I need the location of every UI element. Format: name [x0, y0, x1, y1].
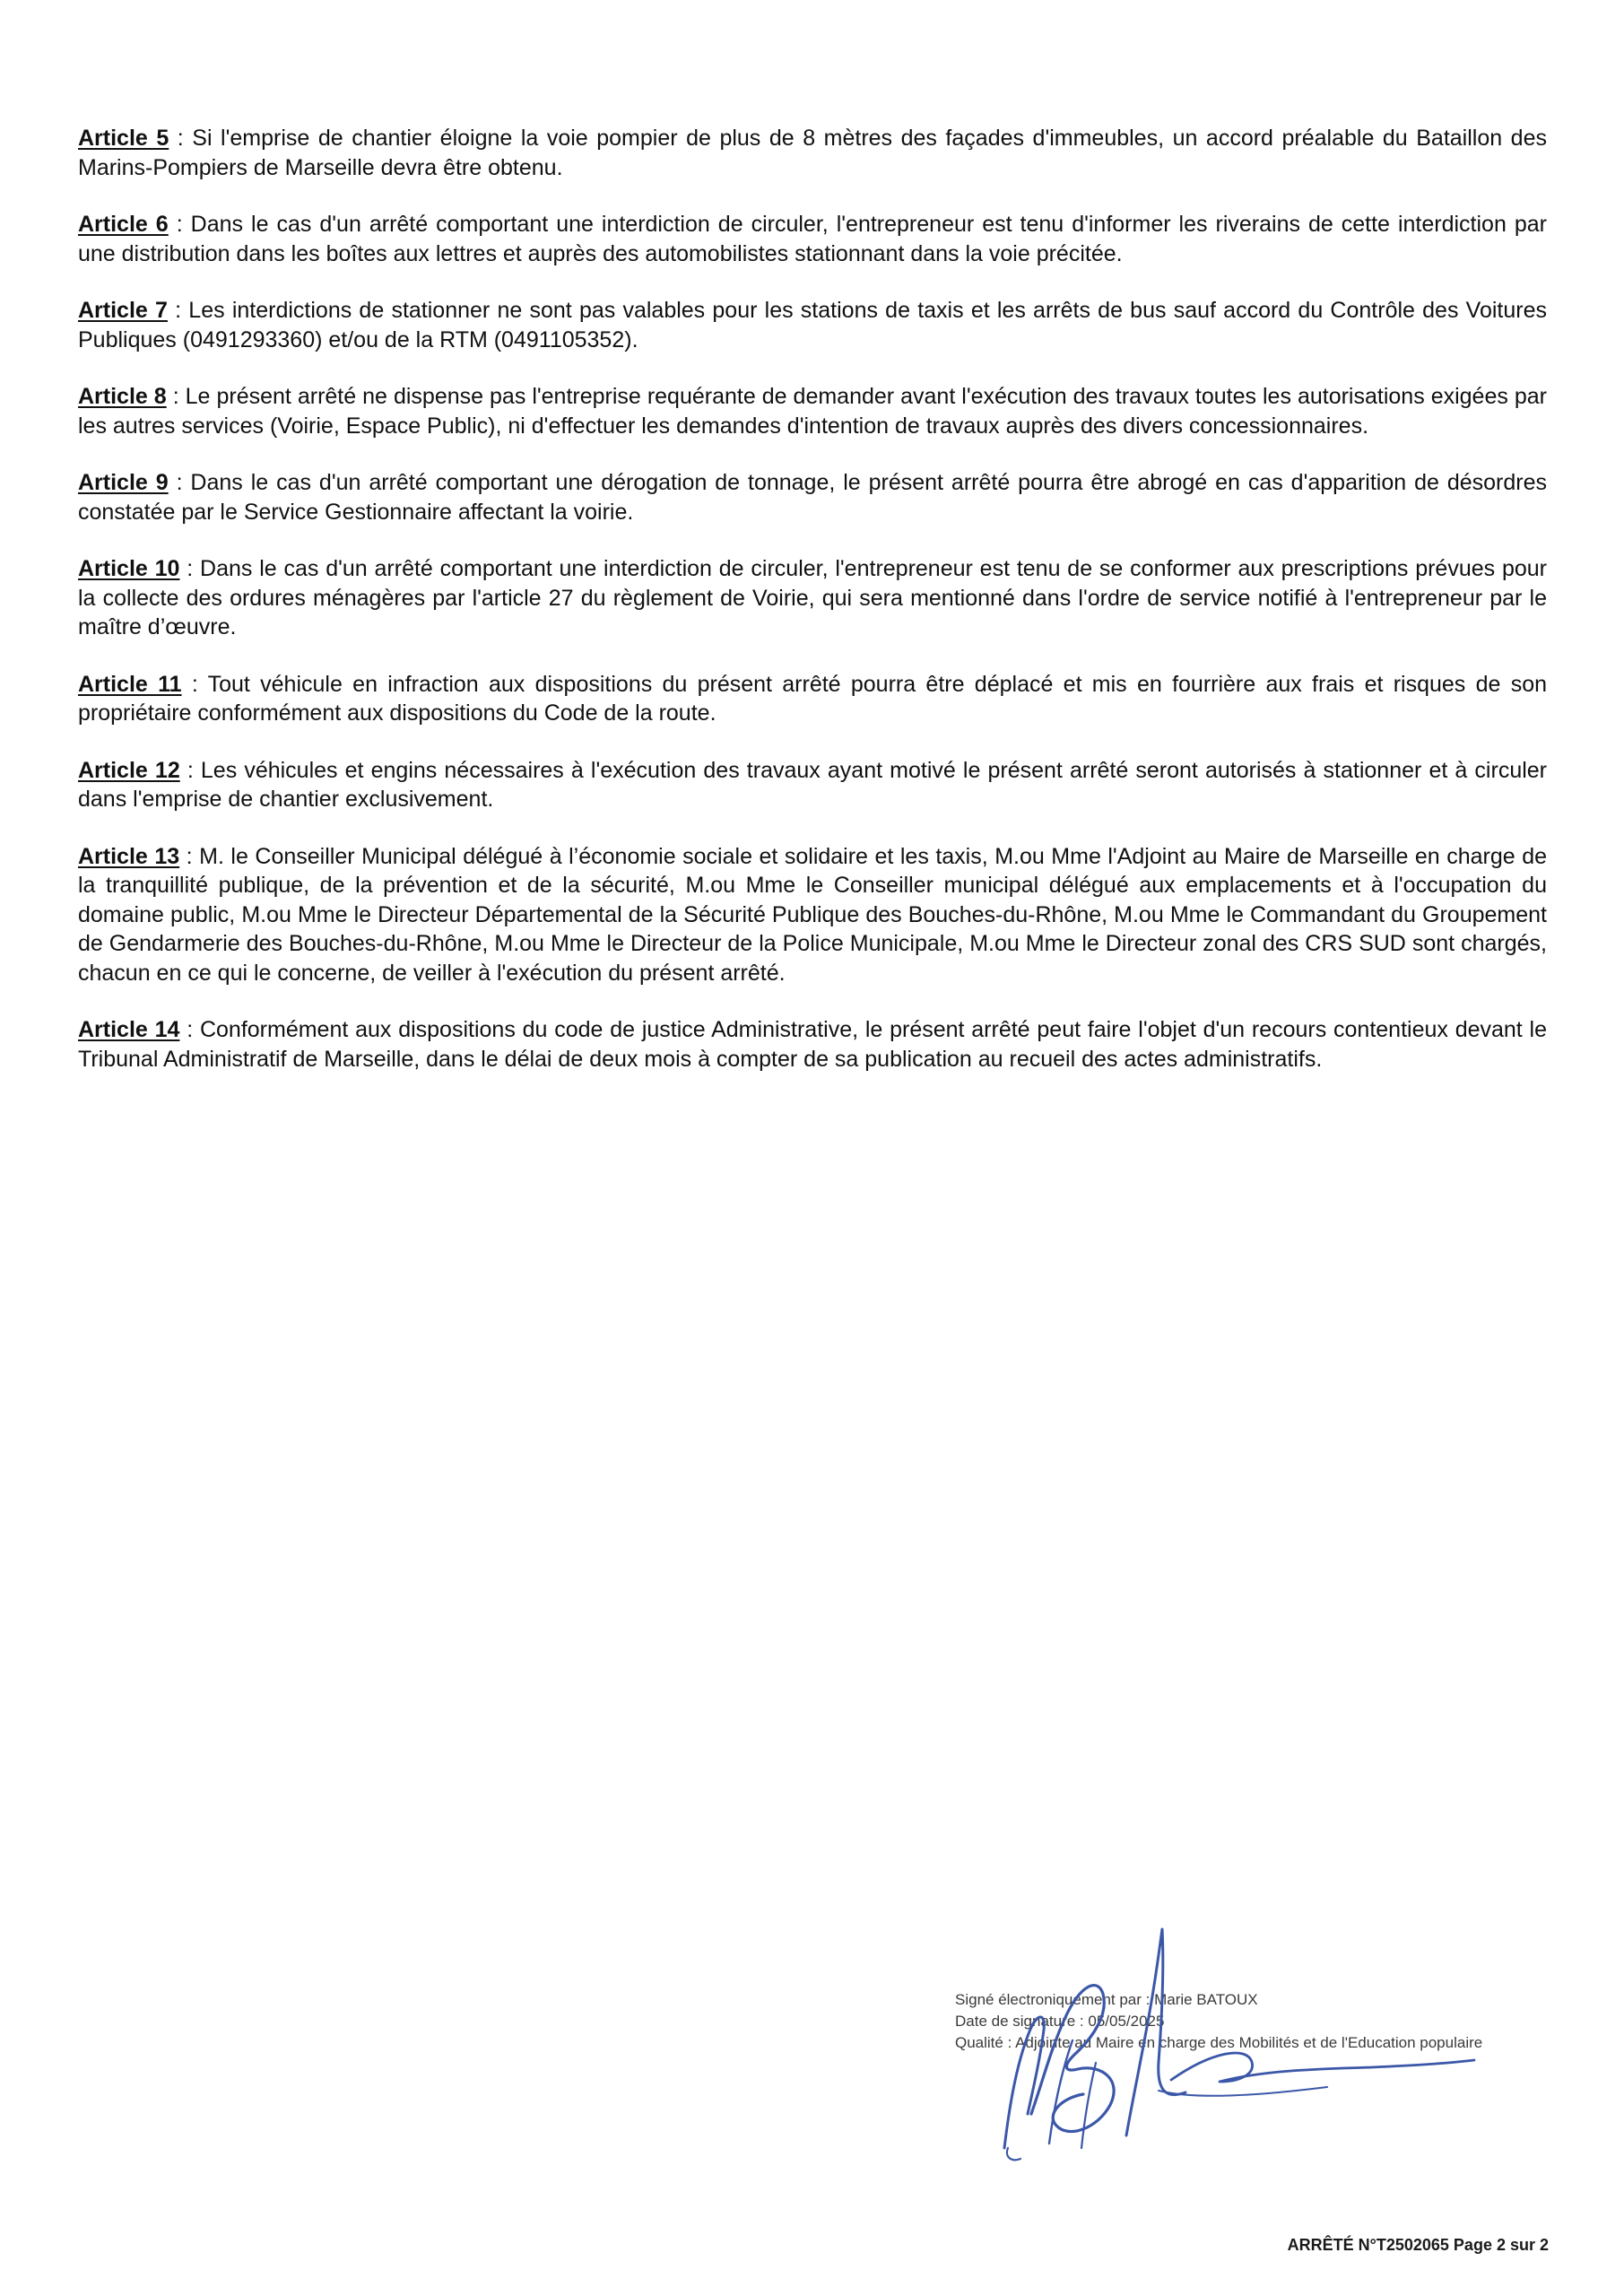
article-text: : Le présent arrêté ne dispense pas l'entreprise requérante de demander avant l'exécution des travaux toutes les autorisations exigées par les autres services (Voirie, Espace Public), ni d'effectuer les demandes d'intention de travaux auprès des divers concessionnaires.	[78, 384, 1547, 439]
article-label: Article 7	[78, 298, 168, 323]
article-12	[78, 756, 1547, 814]
article-9	[78, 468, 1547, 526]
article-text: : Les véhicules et engins nécessaires à l'exécution des travaux ayant motivé le présent arrêté seront autorisés à stationner et à circuler dans l'emprise de chantier exclusivement.	[78, 757, 1548, 812]
article-label: Article 10	[78, 556, 180, 581]
article-label: Article 8	[78, 384, 167, 409]
document-reference-footer: ARRÊTÉ N°T2502065 Page 2 sur 2	[1287, 2236, 1549, 2254]
article-text: : Dans le cas d'un arrêté comportant une interdiction de circuler, l'entrepreneur est tenu d'informer les riverains de cette interdiction par une distribution dans les boîtes aux lettres et auprès des automobilistes stationnant dans la voie précitée.	[78, 212, 1547, 266]
article-label: Article 6	[78, 212, 169, 237]
electronic-signature-block	[955, 1989, 1565, 2054]
article-text: : Conformément aux dispositions du code de justice Administrative, le présent arrêté peut faire l'objet d'un recours contentieux devant le Tribunal Administratif de Marseille, dans le délai de deux mois à compter de sa publication au recueil des actes administratifs.	[78, 1017, 1548, 1072]
article-7	[78, 296, 1547, 354]
article-label: Article 13	[78, 843, 180, 869]
article-text: : Tout véhicule en infraction aux dispositions du présent arrêté pourra être déplacé et mis en fourrière aux frais et risques de son propriétaire conformément aux dispositions du Code de la route.	[78, 671, 1547, 726]
signed-by-line: Signé électroniquement par : Marie BATOUX	[955, 1991, 1258, 2008]
article-10	[78, 554, 1547, 642]
article-5	[78, 124, 1547, 182]
article-8	[78, 382, 1547, 440]
article-14	[78, 1015, 1547, 1074]
article-label: Article 11	[78, 671, 182, 697]
article-text: : M. le Conseiller Municipal délégué à l’économie sociale et solidaire et les taxis, M.ou Mme l'Adjoint au Maire de Marseille en charge de la tranquillité publique, de la prévention et de la sécurité, M.ou Mme le Conseiller municipal délégué aux emplacements et à l'occupation du domaine public, M.ou Mme le Directeur Départemental de la Sécurité Publique des Bouches-du-Rhône, M.ou Mme le Commandant du Groupement de Gendarmerie des Bouches-du-Rhône, M.ou Mme le Directeur de la Police Municipale, M.ou Mme le Directeur zonal des CRS SUD sont chargés, chacun en ce qui le concerne, de veiller à l'exécution du présent arrêté.	[78, 843, 1548, 986]
article-11	[78, 670, 1547, 728]
article-label: Article 5	[78, 126, 169, 151]
article-text: : Les interdictions de stationner ne sont pas valables pour les stations de taxis et les arrêts de bus sauf accord du Contrôle des Voitures Publiques (0491293360) et/ou de la RTM (0491105352).	[78, 298, 1547, 352]
article-text: : Si l'emprise de chantier éloigne la voie pompier de plus de 8 mètres des façades d'immeubles, un accord préalable du Bataillon des Marins-Pompiers de Marseille devra être obtenu.	[78, 126, 1547, 180]
signer-quality-line: Qualité : Adjointe au Maire en charge des Mobilités et de l'Education populaire	[955, 2034, 1483, 2051]
article-label: Article 14	[78, 1017, 180, 1042]
article-13	[78, 842, 1547, 988]
article-text: : Dans le cas d'un arrêté comportant une dérogation de tonnage, le présent arrêté pourra être abrogé en cas d'apparition de désordres constatée par le Service Gestionnaire affectant la voirie.	[78, 470, 1547, 525]
articles-list	[78, 124, 1547, 1101]
article-6	[78, 210, 1547, 268]
article-label: Article 9	[78, 470, 169, 495]
article-label: Article 12	[78, 757, 180, 783]
article-text: : Dans le cas d'un arrêté comportant une interdiction de circuler, l'entrepreneur est tenu de se conformer aux prescriptions prévues pour la collecte des ordures ménagères par l'article 27 du règlement de Voirie, qui sera mentionné dans l'ordre de service notifié à l'entrepreneur par le maître d’œuvre.	[78, 556, 1547, 639]
signature-date-line: Date de signature : 05/05/2025	[955, 2013, 1165, 2030]
